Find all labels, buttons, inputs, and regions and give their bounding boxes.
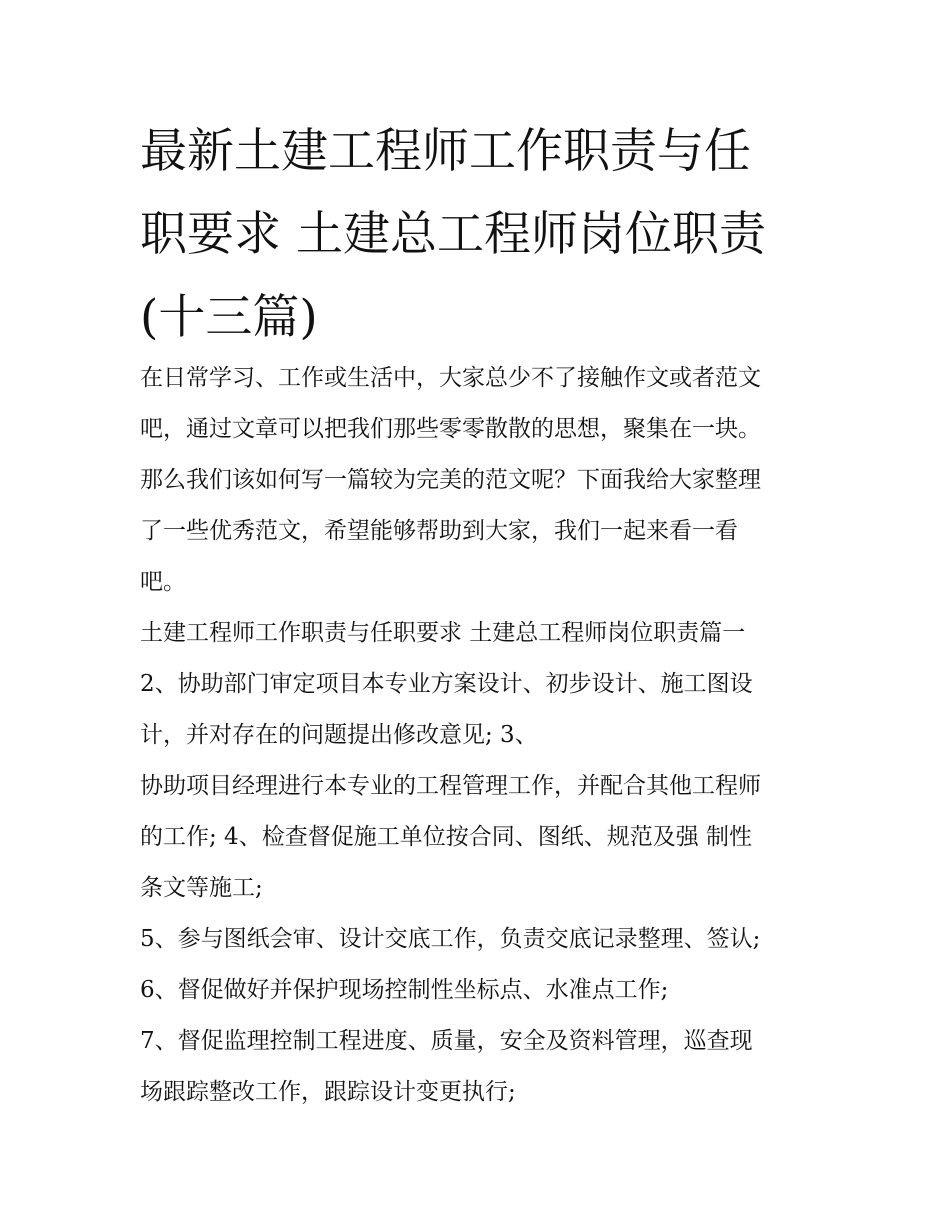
body-line: 协助项目经理进行本专业的工程管理工作，并配合其他工程师 xyxy=(140,773,761,799)
body-line: 7、督促监理控制工程进度、质量，安全及资料管理，巡查现 xyxy=(140,1028,753,1054)
body-line: 吧，通过文章可以把我们那些零零散散的思想，聚集在一块。 xyxy=(140,416,761,442)
body-line: 吧。 xyxy=(140,569,186,595)
title-line: (十三篇) xyxy=(140,290,318,345)
document-title xyxy=(140,110,820,359)
document-body xyxy=(140,353,830,1118)
body-line: 场跟踪整改工作，跟踪设计变更执行; xyxy=(140,1079,516,1105)
body-line: 了一些优秀范文，希望能够帮助到大家，我们一起来看一看 xyxy=(140,518,738,544)
body-line: 条文等施工; xyxy=(140,875,263,901)
title-line: 职要求 土建总工程师岗位职责 xyxy=(140,207,766,262)
section-heading: 土建工程师工作职责与任职要求 土建总工程师岗位职责篇一 xyxy=(140,620,746,646)
body-line: 5、参与图纸会审、设计交底工作，负责交底记录整理、签认; xyxy=(140,926,761,952)
body-line: 在日常学习、工作或生活中，大家总少不了接触作文或者范文 xyxy=(140,365,761,391)
body-line: 那么我们该如何写一篇较为完美的范文呢？下面我给大家整理 xyxy=(140,467,761,493)
body-line: 6、督促做好并保护现场控制性坐标点、水准点工作; xyxy=(140,977,669,1003)
body-line: 的工作; 4、检查督促施工单位按合同、图纸、规范及强 制性 xyxy=(140,824,753,850)
body-line: 2、协助部门审定项目本专业方案设计、初步设计、施工图设 xyxy=(140,671,753,697)
body-line: 计，并对存在的问题提出修改意见; 3、 xyxy=(140,722,538,748)
title-line: 最新土建工程师工作职责与任 xyxy=(140,124,751,179)
